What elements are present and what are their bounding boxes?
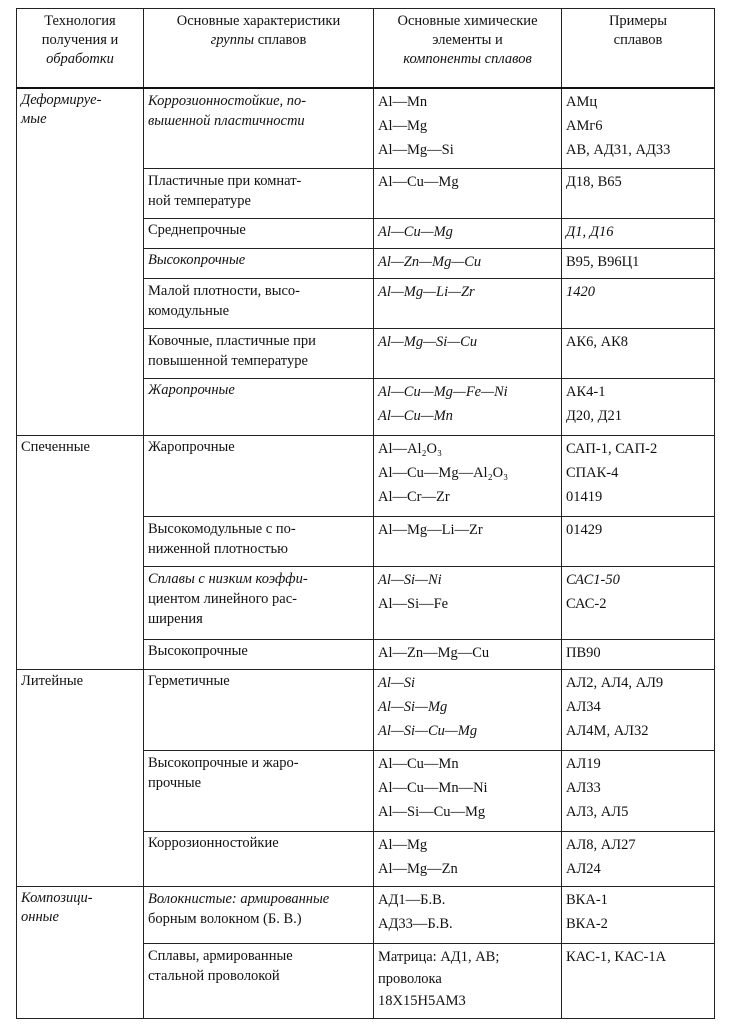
header-characteristics-alloys: сплавов	[257, 32, 307, 48]
header-technology-line1: Технология	[44, 13, 116, 29]
alloy-example: Д20, Д21	[566, 408, 623, 424]
element-formula: Al—Si—Mg	[378, 699, 448, 715]
char-text: Малой плотности, высо-	[148, 283, 300, 299]
tech-cast	[17, 670, 144, 887]
char-cell	[144, 567, 374, 640]
alloy-classification-table-page	[16, 8, 714, 1019]
char-text: Ковочные, пластичные при	[148, 333, 316, 349]
element-formula: проволока	[378, 971, 442, 987]
tech-composite	[17, 887, 144, 1019]
char-cell	[144, 169, 374, 219]
char-text: Сплавы с низким коэффи-	[148, 571, 308, 587]
char-text: Сплавы, армированные	[148, 948, 293, 964]
examples-cell	[562, 169, 715, 219]
elements-cell	[374, 670, 562, 751]
alloy-example: АМг6	[566, 117, 603, 134]
header-characteristics-group: группы	[210, 32, 255, 48]
alloy-example: АВ, АД31, АД33	[566, 141, 671, 158]
alloy-example: АЛ2, АЛ4, АЛ9	[566, 675, 664, 691]
char-cell	[144, 88, 374, 169]
char-text: борным волокном (Б. В.)	[148, 911, 302, 927]
char-text: Волокнистые: армированные	[148, 891, 330, 907]
header-elements-line3: компоненты сплавов	[403, 51, 532, 67]
examples-cell	[562, 567, 715, 640]
alloy-example: ВКА-2	[566, 916, 608, 932]
element-formula: Al—Mg	[378, 837, 428, 853]
element-formula: Al—Mg—Zn	[378, 861, 458, 877]
examples-cell	[562, 88, 715, 169]
char-text: Пластичные при комнат-	[148, 173, 302, 189]
alloy-table	[16, 8, 715, 1019]
char-cell	[144, 517, 374, 567]
char-text: Высокопрочные и жаро-	[148, 755, 299, 771]
char-cell	[144, 944, 374, 1019]
char-cell	[144, 249, 374, 279]
elements-cell	[374, 887, 562, 944]
header-technology	[17, 9, 144, 88]
char-cell	[144, 279, 374, 329]
char-cell	[144, 832, 374, 887]
header-examples-line1: Примеры	[608, 13, 668, 29]
header-row	[17, 9, 715, 88]
elements-cell	[374, 567, 562, 640]
element-formula: Al—Mg—Si	[378, 141, 454, 158]
element-formula: Al—Si—Cu—Mg	[378, 723, 478, 739]
examples-cell	[562, 887, 715, 944]
char-text: ниженной плотностью	[148, 541, 288, 557]
alloy-example: АК4-1	[566, 384, 606, 400]
element-formula: Al—Zn—Mg—Cu	[378, 254, 482, 270]
examples-cell	[562, 640, 715, 670]
table-row	[17, 88, 715, 169]
elements-cell	[374, 517, 562, 567]
header-characteristics	[144, 9, 374, 88]
element-formula: Al—Zn—Mg—Cu	[378, 645, 490, 661]
alloy-example: СПАК-4	[566, 465, 619, 481]
examples-cell	[562, 329, 715, 379]
tech-deformable	[17, 88, 144, 436]
char-cell	[144, 670, 374, 751]
tech-cast-label: Литейные	[21, 673, 84, 689]
examples-cell	[562, 832, 715, 887]
examples-cell	[562, 944, 715, 1019]
char-text: вышенной пластичности	[148, 112, 305, 129]
alloy-example: САС-2	[566, 596, 607, 612]
element-formula: Al—Mg—Si—Cu	[378, 334, 478, 350]
alloy-example: АЛ24	[566, 861, 601, 877]
tech-deformable-line2: мые	[21, 110, 47, 127]
element-formula: Al—Al₂O₃	[378, 441, 443, 457]
char-cell	[144, 436, 374, 517]
element-formula: Al—Cu—Mg—Al₂O₃	[378, 465, 509, 481]
alloy-example: АЛ3, АЛ5	[566, 804, 629, 820]
elements-cell	[374, 279, 562, 329]
char-cell	[144, 640, 374, 670]
tech-composite-line2: онные	[21, 909, 59, 925]
examples-cell	[562, 517, 715, 567]
char-text: Коррозионностойкие, по-	[148, 92, 307, 109]
examples-cell	[562, 751, 715, 832]
element-formula: Al—Cr—Zr	[378, 489, 450, 505]
alloy-example: 01419	[566, 489, 603, 505]
alloy-example: АМц	[566, 93, 598, 110]
char-text: повышенной температуре	[148, 353, 308, 369]
table-row	[17, 887, 715, 944]
char-cell	[144, 219, 374, 249]
char-text: Среднепрочные	[148, 222, 246, 238]
char-text: Высокомодульные с по-	[148, 521, 296, 537]
char-text: комодульные	[148, 303, 230, 319]
elements-cell	[374, 944, 562, 1019]
alloy-example: ВКА-1	[566, 892, 608, 908]
alloy-example: САС1-50	[566, 572, 620, 588]
alloy-example: АК6, АК8	[566, 334, 629, 350]
alloy-example: КАС-1, КАС-1А	[566, 949, 667, 965]
element-formula: Al—Mg—Li—Zr	[378, 284, 475, 300]
alloy-example: АЛ4М, АЛ32	[566, 723, 649, 739]
examples-cell	[562, 670, 715, 751]
element-formula: Al—Cu—Mg—Fe—Ni	[378, 384, 508, 400]
examples-cell	[562, 379, 715, 436]
tech-sintered	[17, 436, 144, 670]
element-formula: 18Х15Н5АМ3	[378, 993, 466, 1009]
table-row	[17, 436, 715, 517]
char-text: Жаропрочные	[148, 439, 235, 455]
header-elements-line2: элементы и	[432, 32, 503, 48]
element-formula: Al—Cu—Mn—Ni	[378, 780, 488, 796]
alloy-example: САП-1, САП-2	[566, 441, 658, 457]
elements-cell	[374, 379, 562, 436]
header-technology-line2: получения и	[41, 32, 119, 48]
char-cell	[144, 379, 374, 436]
tech-composite-line1: Композици-	[21, 890, 93, 906]
char-cell	[144, 751, 374, 832]
char-text: Жаропрочные	[148, 382, 235, 398]
header-elements-line1: Основные химические	[397, 13, 538, 29]
table-row	[17, 670, 715, 751]
element-formula: Al—Mg—Li—Zr	[378, 522, 483, 538]
elements-cell	[374, 436, 562, 517]
char-text: ной температуре	[148, 193, 251, 209]
char-text: Герметичные	[148, 673, 230, 689]
elements-cell	[374, 219, 562, 249]
element-formula: Al—Mg	[378, 117, 428, 134]
examples-cell	[562, 436, 715, 517]
char-cell	[144, 329, 374, 379]
element-formula: Al—Cu—Mg	[378, 174, 459, 190]
elements-cell	[374, 832, 562, 887]
alloy-example: 01429	[566, 522, 603, 538]
header-examples	[562, 9, 715, 88]
element-formula: Al—Si—Cu—Mg	[378, 804, 486, 820]
element-formula: Al—Cu—Mn	[378, 756, 459, 772]
examples-cell	[562, 279, 715, 329]
elements-cell	[374, 169, 562, 219]
examples-cell	[562, 219, 715, 249]
element-formula: Al—Cu—Mg	[378, 224, 453, 240]
elements-cell	[374, 88, 562, 169]
alloy-example: АЛ34	[566, 699, 601, 715]
element-formula: Al—Cu—Mn	[378, 408, 453, 424]
tech-sintered-label: Спеченные	[21, 439, 90, 455]
tech-deformable-line1: Деформируе-	[21, 91, 102, 108]
element-formula: Al—Mn	[378, 93, 428, 110]
element-formula: Al—Si—Ni	[378, 572, 442, 588]
alloy-example: Д18, В65	[566, 174, 622, 190]
alloy-example: 1420	[566, 284, 595, 300]
element-formula: АД33—Б.В.	[378, 916, 453, 932]
alloy-example: В95, В96Ц1	[566, 254, 640, 270]
alloy-example: ПВ90	[566, 645, 601, 661]
elements-cell	[374, 640, 562, 670]
elements-cell	[374, 329, 562, 379]
alloy-example: АЛ8, АЛ27	[566, 837, 636, 853]
char-text: ширения	[148, 611, 203, 627]
elements-cell	[374, 249, 562, 279]
char-text: Высокопрочные	[148, 252, 246, 268]
element-formula: Матрица: АД1, АВ;	[378, 949, 500, 965]
elements-cell	[374, 751, 562, 832]
alloy-example: АЛ19	[566, 756, 601, 772]
alloy-example: АЛ33	[566, 780, 601, 796]
char-text: циентом линейного рас-	[148, 591, 298, 607]
char-cell	[144, 887, 374, 944]
alloy-example: Д1, Д16	[566, 224, 614, 240]
element-formula: АД1—Б.В.	[378, 892, 446, 908]
header-examples-line2: сплавов	[613, 32, 663, 48]
element-formula: Al—Si—Fe	[378, 596, 449, 612]
char-text: Высокопрочные	[148, 643, 248, 659]
header-technology-line3: обработки	[46, 51, 114, 67]
header-elements	[374, 9, 562, 88]
header-characteristics-line1: Основные характеристики	[176, 13, 341, 29]
char-text: Коррозионностойкие	[148, 835, 279, 851]
char-text: стальной проволокой	[148, 968, 280, 984]
element-formula: Al—Si	[378, 675, 416, 691]
examples-cell	[562, 249, 715, 279]
char-text: прочные	[148, 775, 202, 791]
